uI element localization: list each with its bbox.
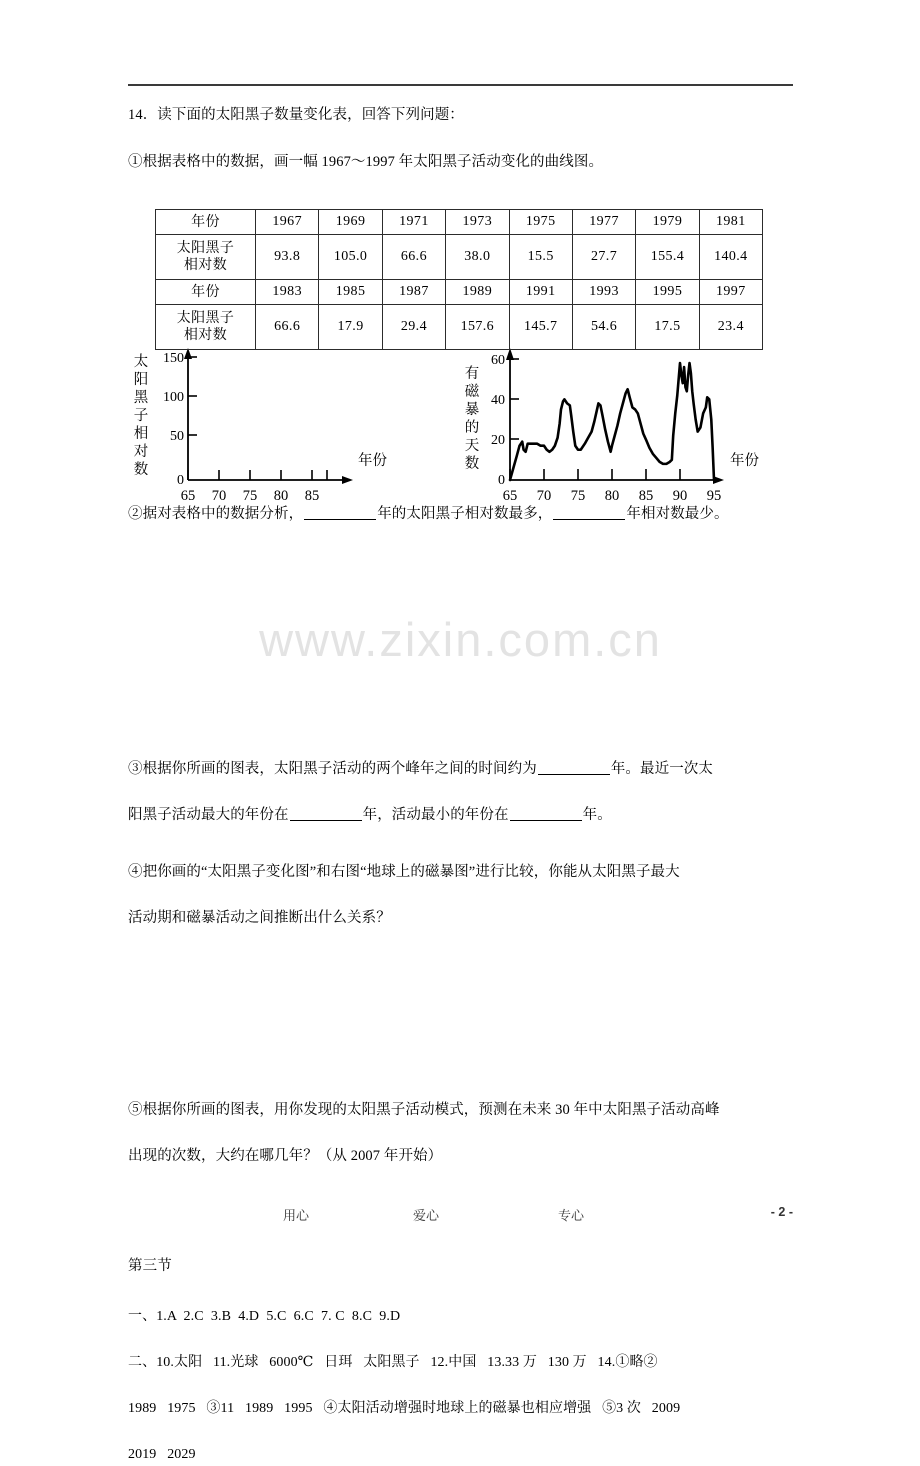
table-cell: 1977 <box>572 210 635 235</box>
sunspot-data-table <box>155 209 763 350</box>
table-cell: 1995 <box>636 280 699 305</box>
table-row-values-2 <box>156 305 763 350</box>
sunspot-ytick-100: 100 <box>163 390 184 405</box>
storm-ytick-0: 0 <box>498 473 505 488</box>
storm-xtick-75: 75 <box>570 488 586 504</box>
table-cell: 27.7 <box>572 235 635 280</box>
answer-blank[interactable] <box>304 519 376 520</box>
table-cell: 1975 <box>509 210 572 235</box>
answer-blank[interactable] <box>290 820 362 821</box>
table-cell: 1987 <box>382 280 445 305</box>
sunspot-xtick-85: 85 <box>304 488 320 504</box>
table-cell: 17.9 <box>319 305 382 350</box>
table-cell: 1971 <box>382 210 445 235</box>
sunspot-xtick-65: 65 <box>180 488 196 504</box>
sunspot-xtick-70: 70 <box>211 488 227 504</box>
svg-text:天: 天 <box>464 438 480 454</box>
table-row-year-1 <box>156 210 763 235</box>
answer-key-line-3: 1989 1975 ③11 1989 1995 ④太阳活动增强时地球上的磁暴也相应增强 ⑤3 次 2009 <box>128 1401 681 1416</box>
sunspot-chart <box>128 348 458 528</box>
question-3-line-1 <box>128 758 828 781</box>
svg-text:磁: 磁 <box>464 384 480 400</box>
question-3-part-c: 阳黑子活动最大的年份在 <box>128 807 289 823</box>
question-4-line-1: ④把你画的“太阳黑子变化图”和右图“地球上的磁暴图”进行比较，你能从太阳黑子最大 <box>128 864 680 880</box>
row-header-line-2: 相对数 <box>183 328 228 343</box>
table-cell: 93.8 <box>256 235 319 280</box>
table-cell: 66.6 <box>382 235 445 280</box>
question-5-line-2: 出现的次数，大约在哪几年？（从 2007 年开始） <box>128 1148 443 1164</box>
table-cell: 105.0 <box>319 235 382 280</box>
header-rule <box>128 84 793 86</box>
sunspot-chart-svg <box>128 348 458 528</box>
table-cell: 54.6 <box>572 305 635 350</box>
row-header-year-2: 年份 <box>156 280 256 305</box>
table-cell: 140.4 <box>699 235 762 280</box>
storm-ytick-60: 60 <box>491 353 505 368</box>
table-cell: 23.4 <box>699 305 762 350</box>
answer-key-line-4: 2019 2029 <box>128 1447 196 1462</box>
question-5-line-1: ⑤根据你所画的图表，用你发现的太阳黑子活动模式，预测在未来 30 年中太阳黑子活动高峰 <box>128 1102 720 1118</box>
table-cell: 1985 <box>319 280 382 305</box>
answer-key-section-title: 第三节 <box>128 1258 172 1274</box>
svg-text:暴: 暴 <box>464 402 480 418</box>
table-cell: 1981 <box>699 210 762 235</box>
storm-xtick-95: 95 <box>706 488 722 504</box>
question-3-line-2 <box>128 804 828 827</box>
storm-ytick-40: 40 <box>491 393 505 408</box>
storm-x-axis-caption: 年份 <box>730 453 759 469</box>
question-4-line-2: 活动期和磁暴活动之间推断出什么关系？ <box>128 910 391 926</box>
svg-text:太: 太 <box>133 354 149 370</box>
storm-xtick-65: 65 <box>502 488 518 504</box>
footer-item-2: 爱心 <box>413 1208 440 1223</box>
storm-xtick-90: 90 <box>672 488 688 504</box>
answer-blank[interactable] <box>538 774 610 775</box>
question-2-text <box>128 503 818 526</box>
footer-item-1: 用心 <box>283 1208 310 1223</box>
sunspot-ytick-0: 0 <box>177 473 184 488</box>
storm-y-axis-label <box>465 365 480 472</box>
sunspot-x-axis-caption: 年份 <box>358 453 387 469</box>
sunspot-xtick-75: 75 <box>242 488 258 504</box>
row-header-line-1: 太阳黑子 <box>176 241 235 256</box>
table-cell: 1993 <box>572 280 635 305</box>
sunspot-ytick-150: 150 <box>163 351 184 366</box>
answer-key-line-2: 二、10.太阳 11.光球 6000℃ 日珥 太阳黑子 12.中国 13.33 万 130 万 14.①略② <box>128 1355 658 1370</box>
question-2-part-b: 年的太阳黑子相对数最多， <box>377 506 553 522</box>
svg-text:有: 有 <box>464 366 480 382</box>
table-row-year-2 <box>156 280 763 305</box>
table-cell: 157.6 <box>446 305 509 350</box>
sunspot-y-axis-label <box>134 353 149 478</box>
svg-text:数: 数 <box>464 456 480 472</box>
table-cell: 1967 <box>256 210 319 235</box>
sunspot-ytick-50: 50 <box>170 429 184 444</box>
footer-page-number: - 2 - <box>770 1205 793 1219</box>
svg-text:数: 数 <box>133 462 149 478</box>
storm-xtick-80: 80 <box>604 488 620 504</box>
table-cell: 38.0 <box>446 235 509 280</box>
row-header-line-1: 太阳黑子 <box>176 311 235 326</box>
storm-xtick-70: 70 <box>536 488 552 504</box>
svg-text:黑: 黑 <box>133 390 149 406</box>
table-cell: 1991 <box>509 280 572 305</box>
storm-xtick-85: 85 <box>638 488 654 504</box>
answer-blank[interactable] <box>553 519 625 520</box>
svg-text:子: 子 <box>133 408 149 424</box>
table-cell: 155.4 <box>636 235 699 280</box>
table-cell: 1979 <box>636 210 699 235</box>
row-header-value-1 <box>156 235 256 280</box>
table-row-values-1 <box>156 235 763 280</box>
table-cell: 1969 <box>319 210 382 235</box>
question-2-part-a: ②据对表格中的数据分析， <box>128 506 304 522</box>
svg-text:阳: 阳 <box>133 372 149 388</box>
row-header-value-2 <box>156 305 256 350</box>
question-2-part-c: 年相对数最少。 <box>626 506 729 522</box>
table-cell: 15.5 <box>509 235 572 280</box>
question-14-intro: 14．读下面的太阳黑子数量变化表，回答下列问题： <box>128 107 464 123</box>
table-cell: 1989 <box>446 280 509 305</box>
footer-item-3: 专心 <box>558 1208 585 1223</box>
table-cell: 145.7 <box>509 305 572 350</box>
magnetic-storm-chart <box>458 348 798 528</box>
table-cell: 29.4 <box>382 305 445 350</box>
question-3-part-a: ③根据你所画的图表，太阳黑子活动的两个峰年之间的时间约为 <box>128 761 537 777</box>
row-header-line-2: 相对数 <box>183 258 228 273</box>
sunspot-x-axis-arrow <box>342 476 353 484</box>
row-header-year-1: 年份 <box>156 210 256 235</box>
watermark: www.zixin.com.cn <box>259 613 662 666</box>
question-1-text: ①根据表格中的数据，画一幅 1967～1997 年太阳黑子活动变化的曲线图。 <box>128 154 604 170</box>
table-cell: 1997 <box>699 280 762 305</box>
table-cell: 66.6 <box>256 305 319 350</box>
sunspot-xtick-80: 80 <box>273 488 289 504</box>
answer-key-line-1: 一、1.A 2.C 3.B 4.D 5.C 6.C 7. C 8.C 9.D <box>128 1309 401 1324</box>
svg-text:的: 的 <box>464 420 480 436</box>
svg-text:相: 相 <box>133 426 149 442</box>
answer-blank[interactable] <box>510 820 582 821</box>
storm-ytick-20: 20 <box>491 433 505 448</box>
question-3-part-e: 年。 <box>582 807 612 823</box>
storm-data-curve <box>510 363 714 480</box>
question-3-part-d: 年，活动最小的年份在 <box>362 807 509 823</box>
table-cell: 17.5 <box>636 305 699 350</box>
table-cell: 1983 <box>256 280 319 305</box>
table-cell: 1973 <box>446 210 509 235</box>
magnetic-storm-chart-svg <box>458 348 798 528</box>
question-3-part-b: 年。最近一次太 <box>610 761 714 777</box>
svg-text:对: 对 <box>133 444 149 460</box>
